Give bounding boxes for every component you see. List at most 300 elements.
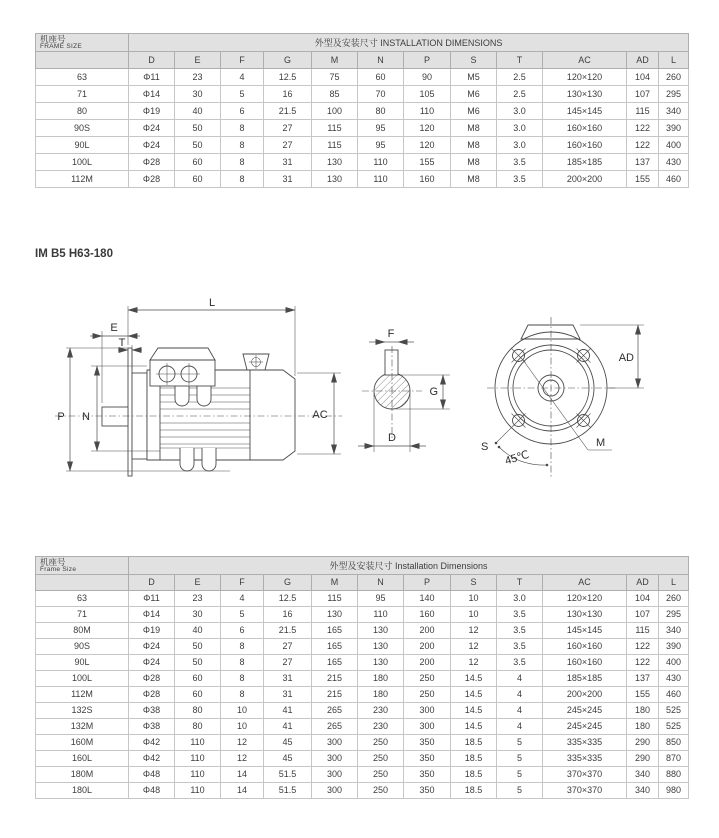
frame-size-cell: 112M [36,686,129,702]
dimension-cell: 8 [221,654,264,670]
dimension-cell: 80 [175,702,221,718]
dimension-cell: 185×185 [543,670,627,686]
dim-label-angle: 45℃ [503,448,531,468]
frame-size-header: 机座号 FRAME SIZE [36,34,129,52]
dimension-cell: 300 [312,782,358,798]
dimension-cell: 6 [221,103,264,120]
dimension-cell: 350 [404,750,451,766]
dimension-cell: 130 [312,154,358,171]
dimension-cell: 4 [221,69,264,86]
dim-label-S: S [481,441,489,453]
dimensions-span-header: 外型及安装尺寸 Installation Dimensions [129,557,689,575]
dimension-cell: 390 [659,120,689,137]
dimension-cell: 200 [404,622,451,638]
dimension-cell: Φ38 [129,718,175,734]
dimension-cell: M8 [451,137,497,154]
table-row [36,622,689,638]
dimension-cell: 51.5 [264,766,312,782]
column-header: E [175,52,221,69]
table-row [36,638,689,654]
dimension-cell: 50 [175,654,221,670]
dimension-cell: 230 [358,702,404,718]
column-header: M [312,574,358,590]
dimension-cell: Φ42 [129,750,175,766]
dimension-cell: Φ28 [129,154,175,171]
dimension-cell: 18.5 [451,782,497,798]
dimension-cell: 107 [627,606,659,622]
frame-size-cell: 63 [36,590,129,606]
dimension-cell: 525 [659,718,689,734]
dimension-cell: 18.5 [451,734,497,750]
section-title: IM B5 H63-180 [35,248,113,260]
dimension-cell: 104 [627,69,659,86]
dimension-cell: 165 [312,622,358,638]
dimension-cell: 30 [175,86,221,103]
dimension-cell: 250 [358,782,404,798]
dimension-cell: 110 [175,766,221,782]
dimension-cell: 180 [358,670,404,686]
dimension-cell: 115 [312,590,358,606]
dimension-cell: 4 [497,670,543,686]
dimension-cell: 12 [451,654,497,670]
dimension-cell: 8 [221,686,264,702]
dimension-cell: 27 [264,654,312,670]
dimension-cell: 8 [221,154,264,171]
dimension-cell: M5 [451,69,497,86]
dimension-cell: 335×335 [543,750,627,766]
dimension-cell: 3.5 [497,606,543,622]
dimension-cell: 27 [264,137,312,154]
terminal-box-lid [150,348,215,360]
dimension-cell: Φ11 [129,69,175,86]
table-row [36,69,689,86]
dimension-cell: 10 [451,606,497,622]
dimension-cell: 180 [627,718,659,734]
dimension-cell: Φ24 [129,638,175,654]
table-row [36,686,689,702]
table-header [36,557,689,591]
dimension-cell: Φ14 [129,606,175,622]
table-row [36,171,689,188]
dimension-cell: 430 [659,670,689,686]
dimension-cell: 130 [358,638,404,654]
frame-size-cell: 63 [36,69,129,86]
dimension-cell: 880 [659,766,689,782]
dimension-cell: 95 [358,590,404,606]
dimension-cell: 215 [312,670,358,686]
dim-label-M: M [596,437,606,449]
dim-label-E: E [110,322,118,334]
installation-dimensions-table-1 [35,33,689,188]
column-header: M [312,52,358,69]
frame-size-cell: 71 [36,606,129,622]
dimension-cell: 295 [659,606,689,622]
dimension-cell: Φ19 [129,103,175,120]
dimension-cell: 3.5 [497,654,543,670]
dimension-cell: 122 [627,137,659,154]
dimension-cell: Φ48 [129,782,175,798]
table-row [36,120,689,137]
dimension-cell: 10 [451,590,497,606]
dimension-cell: 10 [221,718,264,734]
dimension-cell: M6 [451,103,497,120]
column-header: G [264,52,312,69]
dimension-cell: 5 [497,766,543,782]
flange-front-view [481,317,644,479]
dimension-cell: 460 [659,171,689,188]
dimension-cell: 3.0 [497,590,543,606]
frame-size-cell: 90S [36,120,129,137]
dimension-cell: 120×120 [543,590,627,606]
dimension-cell: 110 [358,171,404,188]
dimension-cell: 110 [175,782,221,798]
dimension-cell: 8 [221,670,264,686]
shaft [102,407,128,426]
dimension-cell: Φ28 [129,686,175,702]
dimension-cell: 105 [404,86,451,103]
dimension-cell: Φ48 [129,766,175,782]
dimension-cell: 95 [358,120,404,137]
dimension-cell: 41 [264,718,312,734]
dimension-cell: 160×160 [543,654,627,670]
dimension-cell: 3.5 [497,171,543,188]
dimension-cell: M8 [451,120,497,137]
table-row [36,654,689,670]
frame-size-cell: 180L [36,782,129,798]
dimension-cell: 155 [404,154,451,171]
dimension-cell: 400 [659,137,689,154]
table-row [36,154,689,171]
dimension-cell: 115 [312,120,358,137]
dimension-cell: 295 [659,86,689,103]
dimension-cell: 8 [221,137,264,154]
table-row [36,137,689,154]
column-header: T [497,52,543,69]
dimension-cell: 130×130 [543,86,627,103]
dimension-cell: 21.5 [264,622,312,638]
dimension-cell: 110 [358,154,404,171]
frame-size-cell: 71 [36,86,129,103]
dimension-cell: 160×160 [543,120,627,137]
frame-size-cell: 90L [36,654,129,670]
dimension-cell: 350 [404,766,451,782]
table-row [36,86,689,103]
dimension-cell: 31 [264,686,312,702]
tie-rod-bottom [180,448,194,471]
dimension-cell: 50 [175,638,221,654]
dimension-cell: 4 [221,590,264,606]
tie-rod-top [175,386,189,406]
dimension-cell: 31 [264,670,312,686]
dimension-cell: 18.5 [451,750,497,766]
dimension-cell: 200×200 [543,171,627,188]
dimension-cell: 430 [659,154,689,171]
column-header: G [264,574,312,590]
dimension-cell: 14 [221,766,264,782]
column-header: P [404,574,451,590]
dimension-cell: 115 [627,103,659,120]
frame-size-cell: 160L [36,750,129,766]
dimension-cell: 41 [264,702,312,718]
dimension-cell: 200 [404,638,451,654]
dimension-cell: 23 [175,590,221,606]
dimension-cell: 21.5 [264,103,312,120]
column-header: AD [627,574,659,590]
dimension-cell: 60 [175,154,221,171]
dimension-cell: 14.5 [451,686,497,702]
column-header: AC [543,574,627,590]
table-row [36,734,689,750]
column-header: F [221,52,264,69]
dim-label-G: G [429,386,438,398]
dimension-cell: 30 [175,606,221,622]
dimension-cell: 3.5 [497,622,543,638]
dimension-cell: Φ24 [129,120,175,137]
dimension-cell: 130 [358,654,404,670]
dimension-cell: Φ28 [129,171,175,188]
dimension-cell: 200 [404,654,451,670]
terminal-box [150,360,215,386]
dimension-cell: 122 [627,654,659,670]
column-header: D [129,52,175,69]
dimension-cell: 50 [175,137,221,154]
dimension-cell: 104 [627,590,659,606]
dimension-cell: 45 [264,734,312,750]
dimension-cell: 5 [497,734,543,750]
dimension-cell: 137 [627,670,659,686]
frame-size-cell: 90S [36,638,129,654]
dimension-cell: 165 [312,654,358,670]
table-row [36,590,689,606]
dimension-cell: 8 [221,171,264,188]
dim-label-L: L [208,297,216,309]
dimension-cell: 14 [221,782,264,798]
flange-plate [128,348,132,476]
dimension-cell: 95 [358,137,404,154]
column-header: F [221,574,264,590]
dimension-cell: 200×200 [543,686,627,702]
frame-size-cell: 132S [36,702,129,718]
dimension-cell: 5 [497,782,543,798]
keyway [385,350,398,375]
dimension-cell: 300 [312,750,358,766]
dimension-cell: Φ11 [129,590,175,606]
dimension-cell: 300 [404,718,451,734]
dimension-cell: 340 [627,766,659,782]
dimension-cell: 27 [264,120,312,137]
dimension-cell: 160 [404,171,451,188]
dimension-cell: 3.5 [497,154,543,171]
dim-label-AC: AC [312,409,328,421]
dimension-cell: 12 [451,638,497,654]
dimension-cell: 155 [627,686,659,702]
frame-size-cell: 112M [36,171,129,188]
column-header: N [358,52,404,69]
dimension-cell: 140 [404,590,451,606]
dimension-cell: M8 [451,154,497,171]
dimension-cell: 40 [175,103,221,120]
dimension-cell: 110 [358,606,404,622]
frame-size-header: 机座号 Frame Size [36,557,129,575]
column-header: T [497,574,543,590]
table-row [36,670,689,686]
dimension-cell: 265 [312,718,358,734]
dimension-cell: 60 [358,69,404,86]
table-header [36,34,689,69]
dimension-cell: 107 [627,86,659,103]
dimension-cell: 250 [358,766,404,782]
dimension-cell: 245×245 [543,702,627,718]
table-row [36,718,689,734]
dim-label-F: F [387,328,395,340]
dimension-cell: 10 [221,702,264,718]
dimension-cell: 160 [404,606,451,622]
dimension-cell: 50 [175,120,221,137]
dimension-cell: 3.0 [497,103,543,120]
dimension-cell: 250 [358,734,404,750]
dimension-cell: 5 [221,86,264,103]
dimension-cell: 40 [175,622,221,638]
dim-label-N: N [82,411,90,423]
dimension-cell: 31 [264,154,312,171]
frame-size-cell: 100L [36,670,129,686]
dimension-cell: 250 [404,686,451,702]
table-row [36,606,689,622]
dimension-cell: 27 [264,638,312,654]
dimension-cell: 180 [358,686,404,702]
dimension-cell: 120 [404,137,451,154]
dimension-cell: 4 [497,702,543,718]
dimension-cell: 335×335 [543,734,627,750]
dim-label-T: T [118,337,126,349]
dimension-cell: 80 [175,718,221,734]
dim-label-D: D [388,432,396,444]
dimension-cell: 122 [627,638,659,654]
dimension-cell: 12.5 [264,590,312,606]
dimensions-span-header: 外型及安装尺寸 INSTALLATION DIMENSIONS [129,34,689,52]
dimension-cell: 130 [312,171,358,188]
blank-header-cell [36,574,129,590]
dimension-cell: 115 [627,622,659,638]
dimension-cell: 100 [312,103,358,120]
column-header: AD [627,52,659,69]
dimension-cell: 16 [264,86,312,103]
dimension-cell: 4 [497,686,543,702]
dimension-cell: Φ24 [129,654,175,670]
dimension-cell: 60 [175,171,221,188]
dimension-cell: Φ14 [129,86,175,103]
dimension-cell: 12 [221,750,264,766]
frame-size-cell: 180M [36,766,129,782]
frame-size-cell: 132M [36,718,129,734]
dimension-cell: 185×185 [543,154,627,171]
dimension-cell: 60 [175,686,221,702]
dimension-cell: Φ28 [129,670,175,686]
frame-size-cell: 90L [36,137,129,154]
dimension-cell: 370×370 [543,782,627,798]
dimension-cell: 145×145 [543,622,627,638]
dimension-cell: 110 [175,750,221,766]
dimension-cell: 3.0 [497,120,543,137]
shaft-section-view [358,328,450,452]
dimension-cell: Φ42 [129,734,175,750]
dimension-cell: 31 [264,171,312,188]
frame-size-cell: 160M [36,734,129,750]
dimension-cell: 245×245 [543,718,627,734]
column-header: S [451,574,497,590]
dimension-cell: 14.5 [451,718,497,734]
column-header: AC [543,52,627,69]
dim-label-AD: AD [618,352,634,364]
dimension-cell: 4 [497,718,543,734]
table-row [36,750,689,766]
dimension-cell: 265 [312,702,358,718]
column-header: D [129,574,175,590]
dimension-cell: 850 [659,734,689,750]
dimension-cell: 75 [312,69,358,86]
dimension-cell: 130 [358,622,404,638]
dimension-cell: 155 [627,171,659,188]
column-header: L [659,574,689,590]
dimension-cell: 980 [659,782,689,798]
dimension-cell: 3.0 [497,137,543,154]
dimension-cell: 340 [627,782,659,798]
column-header: P [404,52,451,69]
dimension-cell: M8 [451,171,497,188]
dimension-cell: 130×130 [543,606,627,622]
dimension-cell: 260 [659,69,689,86]
dimension-cell: Φ24 [129,137,175,154]
dimension-cell: M6 [451,86,497,103]
column-header: E [175,574,221,590]
frame-size-cell: 80M [36,622,129,638]
dimension-cell: 460 [659,686,689,702]
dimension-cell: 300 [404,702,451,718]
dimension-cell: 80 [358,103,404,120]
dimension-cell: 230 [358,718,404,734]
dimension-cell: 350 [404,782,451,798]
dimension-cell: 260 [659,590,689,606]
dimension-cell: 60 [175,670,221,686]
dimension-cell: 340 [659,622,689,638]
table-row [36,103,689,120]
dimension-cell: 18.5 [451,766,497,782]
dimension-cell: 290 [627,750,659,766]
dimension-cell: Φ38 [129,702,175,718]
dimension-cell: 215 [312,686,358,702]
dimension-cell: 165 [312,638,358,654]
dimension-diagram [40,293,660,548]
column-header: L [659,52,689,69]
dimension-cell: 8 [221,120,264,137]
dimension-cell: 300 [312,734,358,750]
column-header: N [358,574,404,590]
installation-dimensions-table-2 [35,556,689,799]
dimension-cell: 115 [312,137,358,154]
dimension-cell: 16 [264,606,312,622]
dimension-cell: 23 [175,69,221,86]
dimension-cell: 3.5 [497,638,543,654]
dimension-cell: 6 [221,622,264,638]
dimension-cell: 180 [627,702,659,718]
table-body [36,69,689,188]
dimension-cell: 12 [451,622,497,638]
dimension-cell: 45 [264,750,312,766]
table-row [36,782,689,798]
dimension-cell: 250 [404,670,451,686]
dimension-cell: 340 [659,103,689,120]
frame-size-cell: 100L [36,154,129,171]
